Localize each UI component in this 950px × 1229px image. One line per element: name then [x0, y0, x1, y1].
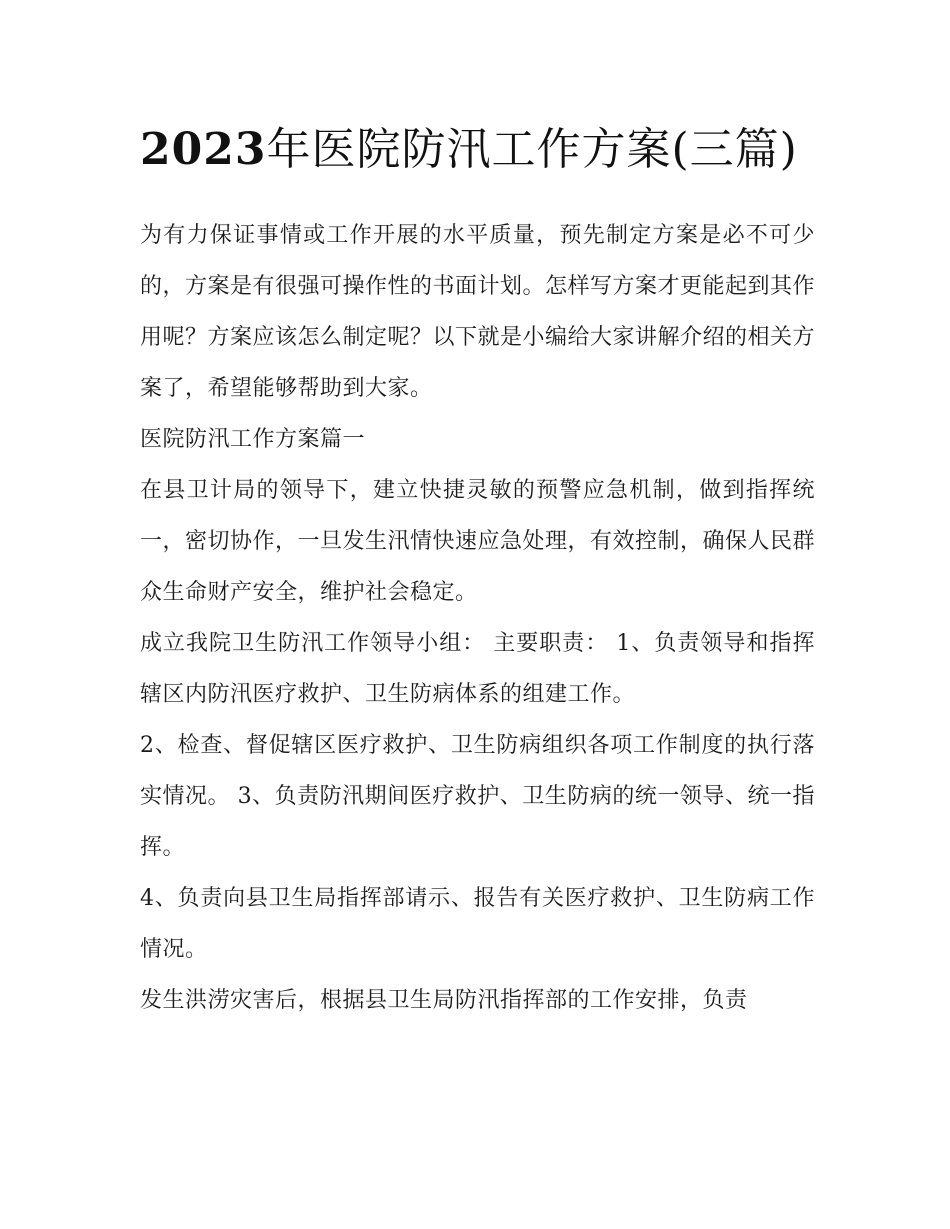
body-paragraph: 4、负责向县卫生局指挥部请示、报告有关医疗救护、卫生防病工作情况。: [140, 886, 815, 962]
document-body: [140, 112, 815, 1026]
body-paragraph: 2、检查、督促辖区医疗救护、卫生防病组织各项工作制度的执行落实情况。 3、负责防汛期间医疗救护、卫生防病的统一领导、统一指挥。: [140, 733, 815, 860]
body-paragraph: 发生洪涝灾害后，根据县卫生局防汛指挥部的工作安排，负责: [140, 988, 748, 1013]
body-paragraph: 在县卫计局的领导下，建立快捷灵敏的预警应急机制，做到指挥统一，密切协作，一旦发生汛情快速应急处理，有效控制，确保人民群众生命财产安全，维护社会稳定。: [140, 478, 816, 605]
section-heading: 医院防汛工作方案篇一: [140, 427, 366, 452]
intro-paragraph: 为有力保证事情或工作开展的水平质量，预先制定方案是必不可少的，方案是有很强可操作性的书面计划。怎样写方案才更能起到其作用呢？方案应该怎么制定呢？以下就是小编给大家讲解介绍的相关方案了，希望能够帮助到大家。: [140, 223, 816, 401]
title-year: 2023: [140, 124, 267, 175]
document-title: [140, 112, 815, 188]
title-text: 年医院防汛工作方案(三篇): [266, 124, 798, 175]
body-paragraph: 成立我院卫生防汛工作领导小组： 主要职责： 1、负责领导和指挥辖区内防汛医疗救护、卫生防病体系的组建工作。: [140, 631, 815, 707]
